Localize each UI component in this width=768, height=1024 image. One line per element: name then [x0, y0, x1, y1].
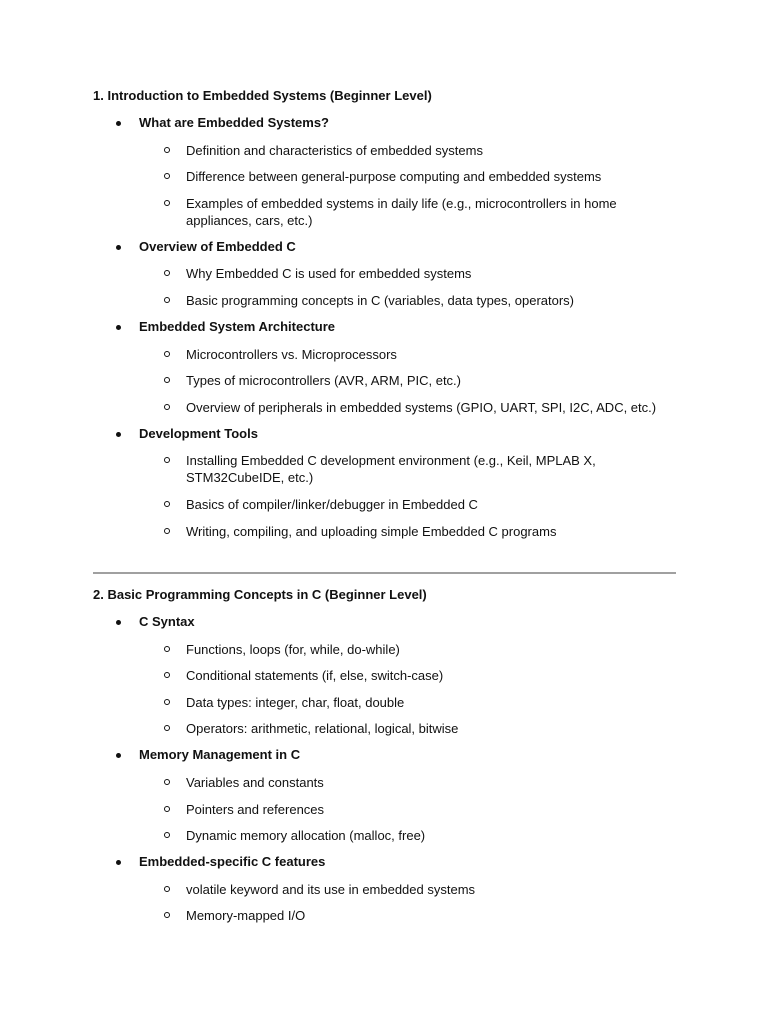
- bullet-circle-icon: [164, 806, 170, 812]
- subtopic-item: Data types: integer, char, float, double: [93, 694, 678, 711]
- bullet-disc-icon: [116, 245, 121, 250]
- subtopic-item: Why Embedded C is used for embedded systems: [93, 265, 678, 282]
- subtopic-item: Installing Embedded C development environment (e.g., Keil, MPLAB X, STM32CubeIDE, etc.): [93, 452, 678, 486]
- topic-item: [93, 425, 683, 540]
- subtopic-item: Writing, compiling, and uploading simple Embedded C programs: [93, 523, 678, 540]
- topic-label: Memory Management in C: [139, 747, 301, 763]
- subtopic-item: Dynamic memory allocation (malloc, free): [93, 827, 678, 844]
- subtopic-list: [93, 265, 683, 309]
- section-heading: 2. Basic Programming Concepts in C (Beginner Level): [93, 587, 427, 602]
- topic-label: Embedded System Architecture: [139, 318, 336, 334]
- bullet-circle-icon: [164, 404, 170, 410]
- topic-item: [93, 114, 683, 229]
- subtopic-item: Types of microcontrollers (AVR, ARM, PIC, etc.): [93, 372, 678, 389]
- subtopic-item: Pointers and references: [93, 801, 678, 818]
- subtopic-item: Microcontrollers vs. Microprocessors: [93, 346, 678, 363]
- bullet-circle-icon: [164, 270, 170, 276]
- subtopic-item: Examples of embedded systems in daily life (e.g., microcontrollers in home appliances, cars, etc.): [93, 195, 678, 229]
- bullet-circle-icon: [164, 886, 170, 892]
- section-intro-embedded-systems: [93, 87, 683, 540]
- subtopic-item: Overview of peripherals in embedded systems (GPIO, UART, SPI, I2C, ADC, etc.): [93, 399, 678, 416]
- bullet-disc-icon: [116, 860, 121, 865]
- bullet-circle-icon: [164, 351, 170, 357]
- bullet-disc-icon: [116, 121, 121, 126]
- topic-item: [93, 238, 683, 309]
- subtopic-item: Difference between general-purpose computing and embedded systems: [93, 168, 678, 185]
- topic-list: [93, 114, 683, 540]
- bullet-disc-icon: [116, 432, 121, 437]
- bullet-circle-icon: [164, 173, 170, 179]
- subtopic-item: Variables and constants: [93, 774, 678, 791]
- topic-label: Development Tools: [139, 425, 258, 441]
- topic-label: What are Embedded Systems?: [139, 115, 329, 130]
- bullet-disc-icon: [116, 620, 121, 625]
- bullet-circle-icon: [164, 147, 170, 153]
- topic-item: [93, 613, 683, 737]
- bullet-circle-icon: [164, 646, 170, 652]
- subtopic-list: [93, 774, 683, 844]
- subtopic-item: Operators: arithmetic, relational, logical, bitwise: [93, 720, 678, 737]
- subtopic-item: Memory-mapped I/O: [93, 907, 678, 924]
- bullet-circle-icon: [164, 297, 170, 303]
- bullet-circle-icon: [164, 200, 170, 206]
- subtopic-list: [93, 881, 683, 925]
- topic-label: C Syntax: [139, 614, 195, 629]
- bullet-circle-icon: [164, 699, 170, 705]
- subtopic-item: Definition and characteristics of embedded systems: [93, 142, 678, 159]
- topic-label: Embedded-specific C features: [139, 854, 326, 870]
- horizontal-divider: [93, 572, 676, 574]
- subtopic-list: [93, 142, 683, 229]
- bullet-disc-icon: [116, 325, 121, 330]
- subtopic-list: [93, 641, 683, 738]
- bullet-circle-icon: [164, 912, 170, 918]
- bullet-circle-icon: [164, 528, 170, 534]
- subtopic-item: Basic programming concepts in C (variables, data types, operators): [93, 292, 678, 309]
- bullet-circle-icon: [164, 377, 170, 383]
- bullet-circle-icon: [164, 832, 170, 838]
- subtopic-item: volatile keyword and its use in embedded systems: [93, 881, 678, 898]
- topic-label: Overview of Embedded C: [139, 238, 296, 254]
- section-heading: 1. Introduction to Embedded Systems (Beginner Level): [93, 88, 432, 103]
- bullet-circle-icon: [164, 725, 170, 731]
- bullet-disc-icon: [116, 753, 121, 758]
- bullet-circle-icon: [164, 457, 170, 463]
- bullet-circle-icon: [164, 672, 170, 678]
- subtopic-list: [93, 346, 683, 416]
- subtopic-item: Functions, loops (for, while, do-while): [93, 641, 678, 658]
- topic-item: [93, 853, 683, 924]
- bullet-circle-icon: [164, 501, 170, 507]
- topic-item: [93, 318, 683, 416]
- subtopic-list: [93, 452, 683, 539]
- bullet-circle-icon: [164, 779, 170, 785]
- section-basic-programming-concepts: [93, 586, 683, 924]
- topic-list: [93, 613, 683, 924]
- topic-item: [93, 746, 683, 844]
- subtopic-item: Basics of compiler/linker/debugger in Embedded C: [93, 496, 678, 513]
- subtopic-item: Conditional statements (if, else, switch-case): [93, 667, 678, 684]
